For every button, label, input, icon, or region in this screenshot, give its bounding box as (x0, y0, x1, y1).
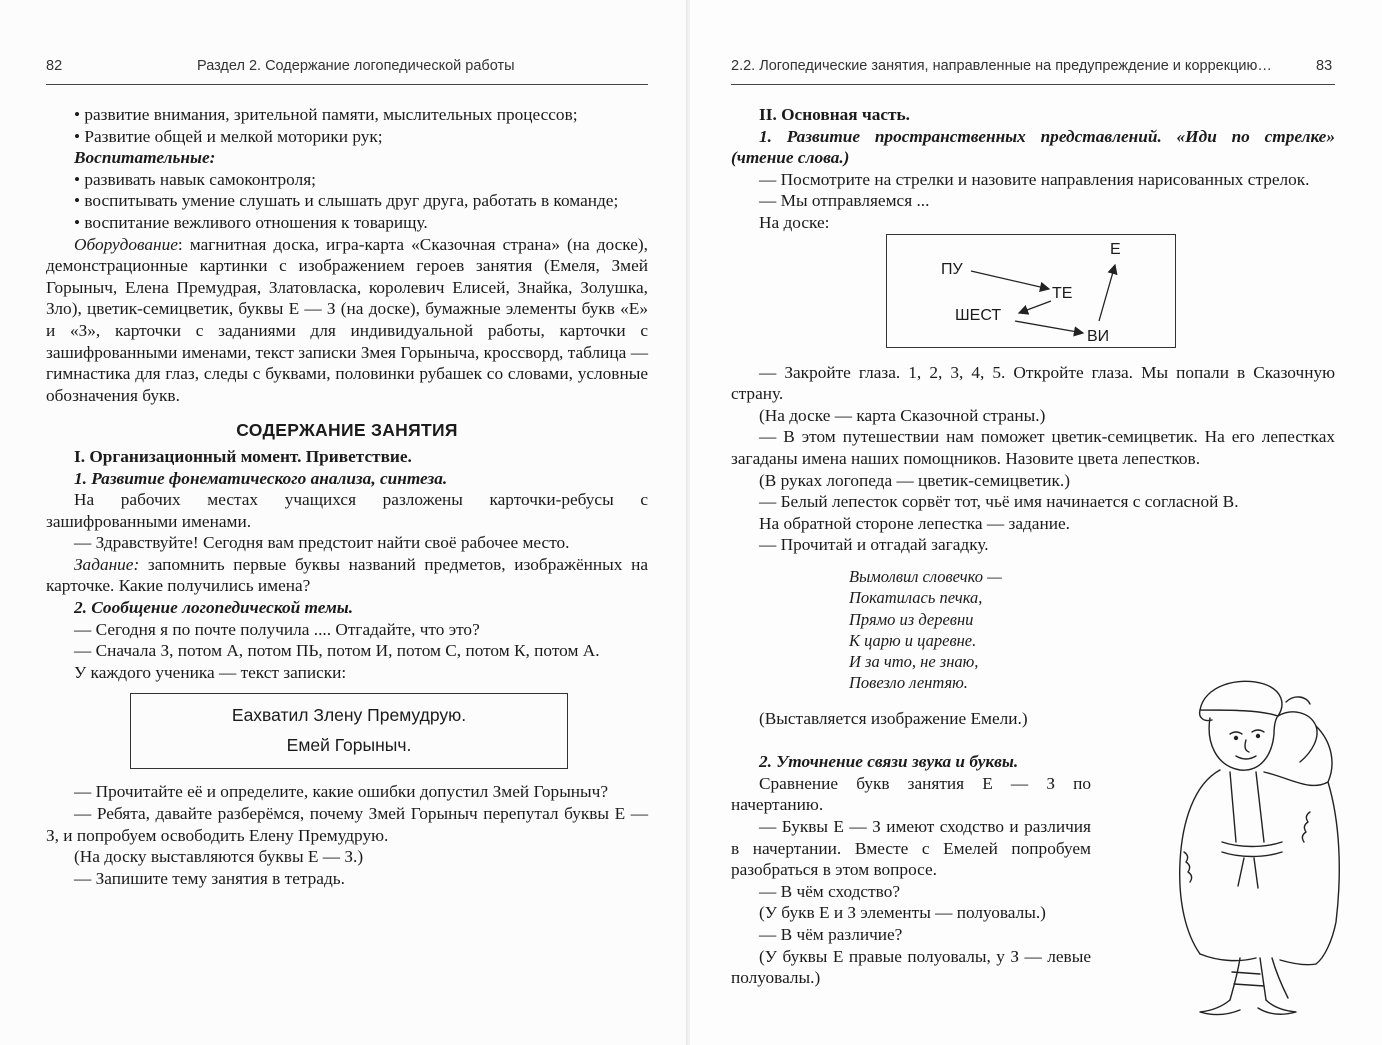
emelya-illustration (1160, 672, 1360, 1022)
note-box (130, 693, 568, 769)
paragraph: — Здравствуйте! Сегодня вам предстоит найти своё рабочее место. (74, 533, 570, 553)
poem-line: Вымолвил словечко — (849, 566, 1002, 586)
poem-line: И за что, не знаю, (849, 652, 979, 672)
equipment-paragraph (46, 234, 648, 407)
header-rule (731, 84, 1335, 85)
arrow-shest-vi (1015, 321, 1083, 333)
part-title: I. Организационный момент. Приветствие. (74, 446, 412, 466)
task-label: Задание: (74, 554, 140, 574)
paragraph: — Прочитай и отгадай загадку. (759, 535, 989, 555)
paragraph: — Мы отправляемся ... (759, 191, 930, 211)
section-title: СОДЕРЖАНИЕ ЗАНЯТИЯ (236, 420, 458, 441)
paragraph: — В чём различие? (759, 925, 903, 945)
paragraph: На рабочих местах учащихся разложены карточки-ребусы с зашифрованными именами. (46, 490, 648, 531)
board-word: ШЕСТ (955, 306, 1002, 324)
paragraph: — Посмотрите на стрелки и назовите направления нарисованных стрелок. (759, 169, 1310, 189)
paragraph: У каждого ученика — текст записки: (74, 662, 347, 682)
arrow-vi-e (1099, 265, 1115, 321)
paragraph: Сравнение букв занятия Е — З по начертанию. (731, 773, 1091, 815)
board-word: ВИ (1087, 327, 1110, 345)
bullet-item: • воспитывать умение слушать и слышать друг друга, работать в команде; (74, 191, 619, 211)
paragraph: — Белый лепесток сорвёт тот, чьё имя начинается с согласной В. (759, 492, 1239, 512)
poem-line: Прямо из деревни (849, 609, 974, 629)
paragraph: (В руках логопеда — цветик-семицветик.) (759, 470, 1070, 490)
running-head: Раздел 2. Содержание логопедической работы (197, 58, 515, 74)
paragraph: На доске: (759, 212, 830, 232)
board-word: Е (1110, 240, 1121, 258)
part-title: II. Основная часть. (759, 105, 910, 124)
paragraph: — Буквы Е — З имеют сходство и различия в начертании. Вместе с Емелей попробуем разобраться в этом вопросе. (731, 817, 1091, 880)
bullet-item: • Развитие общей и мелкой моторики рук; (74, 126, 383, 146)
paragraph: (Выставляется изображение Емели.) (759, 708, 1028, 728)
page-number: 83 (1316, 58, 1333, 74)
subsection-title: 2. Сообщение логопедической темы. (74, 598, 354, 618)
paragraph: — Прочитайте её и определите, какие ошибки допустил Змей Горыныч? (74, 782, 609, 802)
paragraph: (У буквы Е правые полуовалы, у З — левые полуовалы.) (731, 946, 1091, 988)
paragraph: — В чём сходство? (759, 881, 901, 901)
header-rule (46, 84, 648, 85)
equipment-label: Оборудование (74, 234, 178, 254)
board-word: ТЕ (1052, 284, 1073, 302)
subsection-title: 1. Развитие фонематического анализа, синтеза. (74, 468, 448, 488)
arrow-board-diagram (886, 234, 1176, 348)
subsection-title: 1. Развитие пространственных представлений. «Иди по стрелке» (чтение слова.) (731, 126, 1335, 168)
board-word: ПУ (941, 260, 963, 278)
paragraph: На обратной стороне лепестка — задание. (759, 513, 1070, 533)
paragraph: — Закройте глаза. 1, 2, 3, 4, 5. Откройте глаза. Мы попали в Сказочную страну. (731, 362, 1335, 404)
poem-line: К царю и царевне. (849, 630, 977, 650)
paragraph: (На доску выставляются буквы Е — З.) (74, 847, 364, 867)
poem-line: Повезло лентяю. (849, 673, 968, 693)
paragraph: — Ребята, давайте разберёмся, почему Змей Горыныч перепутал буквы Е — З, и попробуем освободить Елену Премудрую. (46, 804, 648, 845)
paragraph: — Запишите тему занятия в тетрадь. (74, 868, 345, 888)
arrow-pu-te (971, 271, 1049, 289)
bullet-item: • воспитание вежливого отношения к товарищу. (74, 212, 428, 232)
page-number: 82 (46, 58, 63, 74)
subsection-title: 2. Уточнение связи звука и буквы. (759, 752, 1019, 772)
poem-line: Покатилась печка, (849, 588, 983, 608)
paragraph: (На доске — карта Сказочной страны.) (759, 405, 1046, 425)
paragraph: — Сегодня я по почте получила .... Отгадайте, что это? (74, 619, 480, 639)
arrow-lines (887, 235, 1175, 347)
note-line: Еахватил Злену Премудрую. (231, 705, 467, 726)
note-line: Емей Горыныч. (286, 735, 412, 756)
bullet-item: • развитие внимания, зрительной памяти, мыслительных процессов; (74, 105, 578, 124)
paragraph: (У букв Е и З элементы — полуовалы.) (759, 903, 1046, 923)
left-body (46, 104, 648, 889)
paragraph: — В этом путешествии нам поможет цветик-семицветик. На его лепестках загаданы имена наших помощников. Назовите цвета лепестков. (731, 427, 1335, 468)
task-paragraph (46, 554, 648, 597)
arrow-te-shest (1019, 301, 1051, 313)
running-head: 2.2. Логопедические занятия, направленные на предупреждение и коррекцию… (731, 58, 1272, 74)
right-page (690, 0, 1382, 1045)
educational-heading: Воспитательные: (74, 148, 216, 168)
paragraph: — Сначала З, потом А, потом ПЬ, потом И, потом С, потом К, потом А. (74, 641, 600, 661)
left-page (0, 0, 688, 1045)
bullet-item: • развивать навык самоконтроля; (74, 169, 316, 189)
task-text: запомнить первые буквы названий предметов, изображённых на карточке. Какие получились имена? (46, 554, 648, 596)
equipment-text: : магнитная доска, игра-карта «Сказочная страна» (на доске), демонстрационные картинки с изображением героев занятия (Емеля, Змей Горыныч, Елена Премудрая, Златовласка, королевич Елисей, Знайка, Золушка, Зло), цветик-семицветик, буквы Е — З (на доске), бумажные элементы букв «Е» и «З», карточки с заданиями для индивидуальной работы, карточки с зашифрованными именами, текст записки Змея Горыныча, кроссворд, таблица — гимнастика для глаз, следы с буквами, половинки рубашек со словами, условные обозначения букв. (46, 234, 648, 405)
